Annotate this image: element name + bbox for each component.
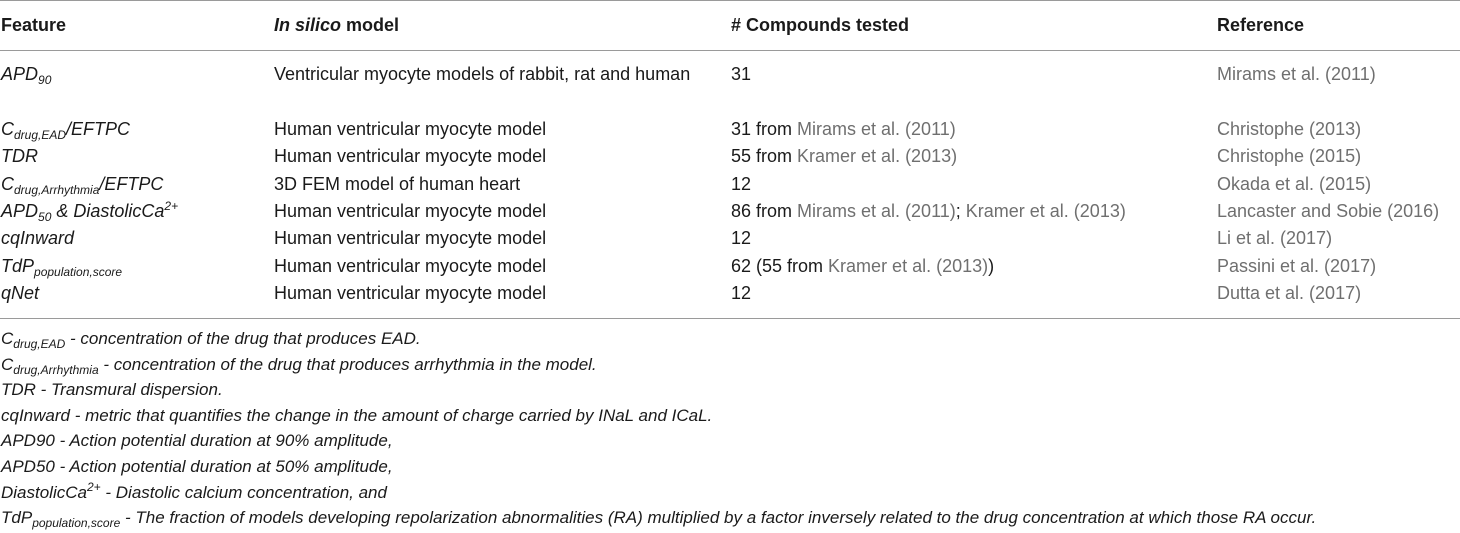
header-model-italic: In silico xyxy=(274,15,342,35)
compounds-close: ) xyxy=(988,256,995,276)
feature-main: APD xyxy=(1,201,39,221)
footnote-term: DiastolicCa xyxy=(1,482,87,502)
compounds-ref-link[interactable]: Kramer et al. (2013) xyxy=(828,256,989,276)
header-feature: Feature xyxy=(1,15,67,35)
footnote-term: TdP xyxy=(1,508,33,528)
row-feature: qNet xyxy=(1,283,40,303)
header-model-rest: model xyxy=(341,15,400,35)
compounds-ref-link[interactable]: Kramer et al. (2013) xyxy=(797,146,958,166)
row-compounds xyxy=(731,253,994,280)
footnote-term: C xyxy=(1,329,14,348)
row-compounds: 12 xyxy=(731,174,752,194)
footnote-text: - Diastolic calcium concentration, and xyxy=(100,482,387,502)
feature-sub: 90 xyxy=(38,73,52,87)
compounds-ref-link-2[interactable]: Kramer et al. (2013) xyxy=(965,201,1126,221)
row-model: Human ventricular myocyte model xyxy=(274,146,547,166)
footnote-text: - The fraction of models developing repolarization abnormalities (RA) multiplied by a factor inversely related to the drug concentration at which those RA occur. xyxy=(120,508,1317,528)
feature-sup: 2+ xyxy=(164,199,179,213)
feature-tail: /EFTPC xyxy=(99,174,164,194)
row-model: Human ventricular myocyte model xyxy=(274,228,547,248)
row-compounds: 12 xyxy=(731,228,752,248)
row-compounds xyxy=(731,143,957,170)
row-feature xyxy=(1,116,130,143)
footnote-sub: drug,Arrhythmia xyxy=(13,362,99,377)
footnote-sub: drug,EAD xyxy=(13,337,66,351)
feature-sub: population,score xyxy=(34,265,123,279)
row-model: Human ventricular myocyte model xyxy=(274,283,547,303)
footnote xyxy=(1,480,1459,506)
row-feature xyxy=(1,198,178,225)
footnote-text: - concentration of the drug that produces EAD. xyxy=(65,329,421,348)
row-reference[interactable]: Christophe (2013) xyxy=(1217,119,1362,139)
compounds-ref-link[interactable]: Mirams et al. (2011) xyxy=(797,119,956,139)
feature-main: APD xyxy=(1,64,39,84)
header-rule xyxy=(0,50,1460,51)
compounds-text: 62 (55 from xyxy=(731,256,829,276)
table-footnotes xyxy=(1,326,1459,531)
row-feature xyxy=(1,171,163,198)
row-reference[interactable]: Mirams et al. (2011) xyxy=(1217,64,1376,84)
row-feature: TDR xyxy=(1,146,38,166)
footnote-term: C xyxy=(1,354,14,374)
footnote: TDR - Transmural dispersion. xyxy=(1,380,223,400)
footnote xyxy=(1,352,1459,378)
feature-main: TdP xyxy=(1,256,35,276)
footnote-text: - concentration of the drug that produces arrhythmia in the model. xyxy=(98,354,597,374)
row-feature xyxy=(1,253,122,280)
footnote xyxy=(1,505,1459,531)
compounds-ref-link[interactable]: Mirams et al. (2011) xyxy=(797,201,956,221)
compounds-text: 86 from xyxy=(731,201,798,221)
row-model: Human ventricular myocyte model xyxy=(274,201,547,221)
header-compounds: # Compounds tested xyxy=(731,15,910,35)
footnote: APD90 - Action potential duration at 90% amplitude, xyxy=(1,431,393,451)
feature-main: C xyxy=(1,119,14,139)
row-model: Human ventricular myocyte model xyxy=(274,119,547,139)
feature-sub: 50 xyxy=(38,210,52,224)
row-compounds xyxy=(731,116,956,143)
row-compounds: 12 xyxy=(731,283,752,303)
top-rule xyxy=(0,0,1460,1)
row-reference[interactable]: Lancaster and Sobie (2016) xyxy=(1217,201,1440,221)
feature-sub: drug,EAD xyxy=(14,128,67,142)
row-model: Human ventricular myocyte model xyxy=(274,256,547,276)
feature-sub: drug,Arrhythmia xyxy=(14,183,100,197)
feature-tail: /EFTPC xyxy=(66,119,131,139)
header-reference: Reference xyxy=(1217,15,1305,35)
row-model: 3D FEM model of human heart xyxy=(274,174,521,194)
row-reference[interactable]: Dutta et al. (2017) xyxy=(1217,283,1362,303)
bottom-rule xyxy=(0,318,1460,319)
row-compounds xyxy=(731,198,1126,225)
footnote: cqInward - metric that quantifies the change in the amount of charge carried by INaL and ICaL. xyxy=(1,405,713,425)
row-reference[interactable]: Passini et al. (2017) xyxy=(1217,256,1377,276)
footnote-sub: population,score xyxy=(32,516,121,531)
row-feature: cqInward xyxy=(1,228,75,248)
footnote: APD50 - Action potential duration at 50% amplitude, xyxy=(1,456,393,476)
compounds-text: 31 from xyxy=(731,119,798,139)
footnote-sup: 2+ xyxy=(86,479,101,494)
row-feature xyxy=(1,61,51,88)
row-compounds: 31 xyxy=(731,64,752,84)
row-reference[interactable]: Li et al. (2017) xyxy=(1217,228,1333,248)
compounds-sep: ; xyxy=(955,201,966,221)
feature-tail: & DiastolicCa xyxy=(51,201,165,221)
row-reference[interactable]: Okada et al. (2015) xyxy=(1217,174,1372,194)
footnote xyxy=(1,326,1459,352)
header-model xyxy=(274,12,399,39)
row-model: Ventricular myocyte models of rabbit, rat and human xyxy=(274,64,691,84)
feature-main: C xyxy=(1,174,14,194)
compounds-text: 55 from xyxy=(731,146,798,166)
row-reference[interactable]: Christophe (2015) xyxy=(1217,146,1362,166)
